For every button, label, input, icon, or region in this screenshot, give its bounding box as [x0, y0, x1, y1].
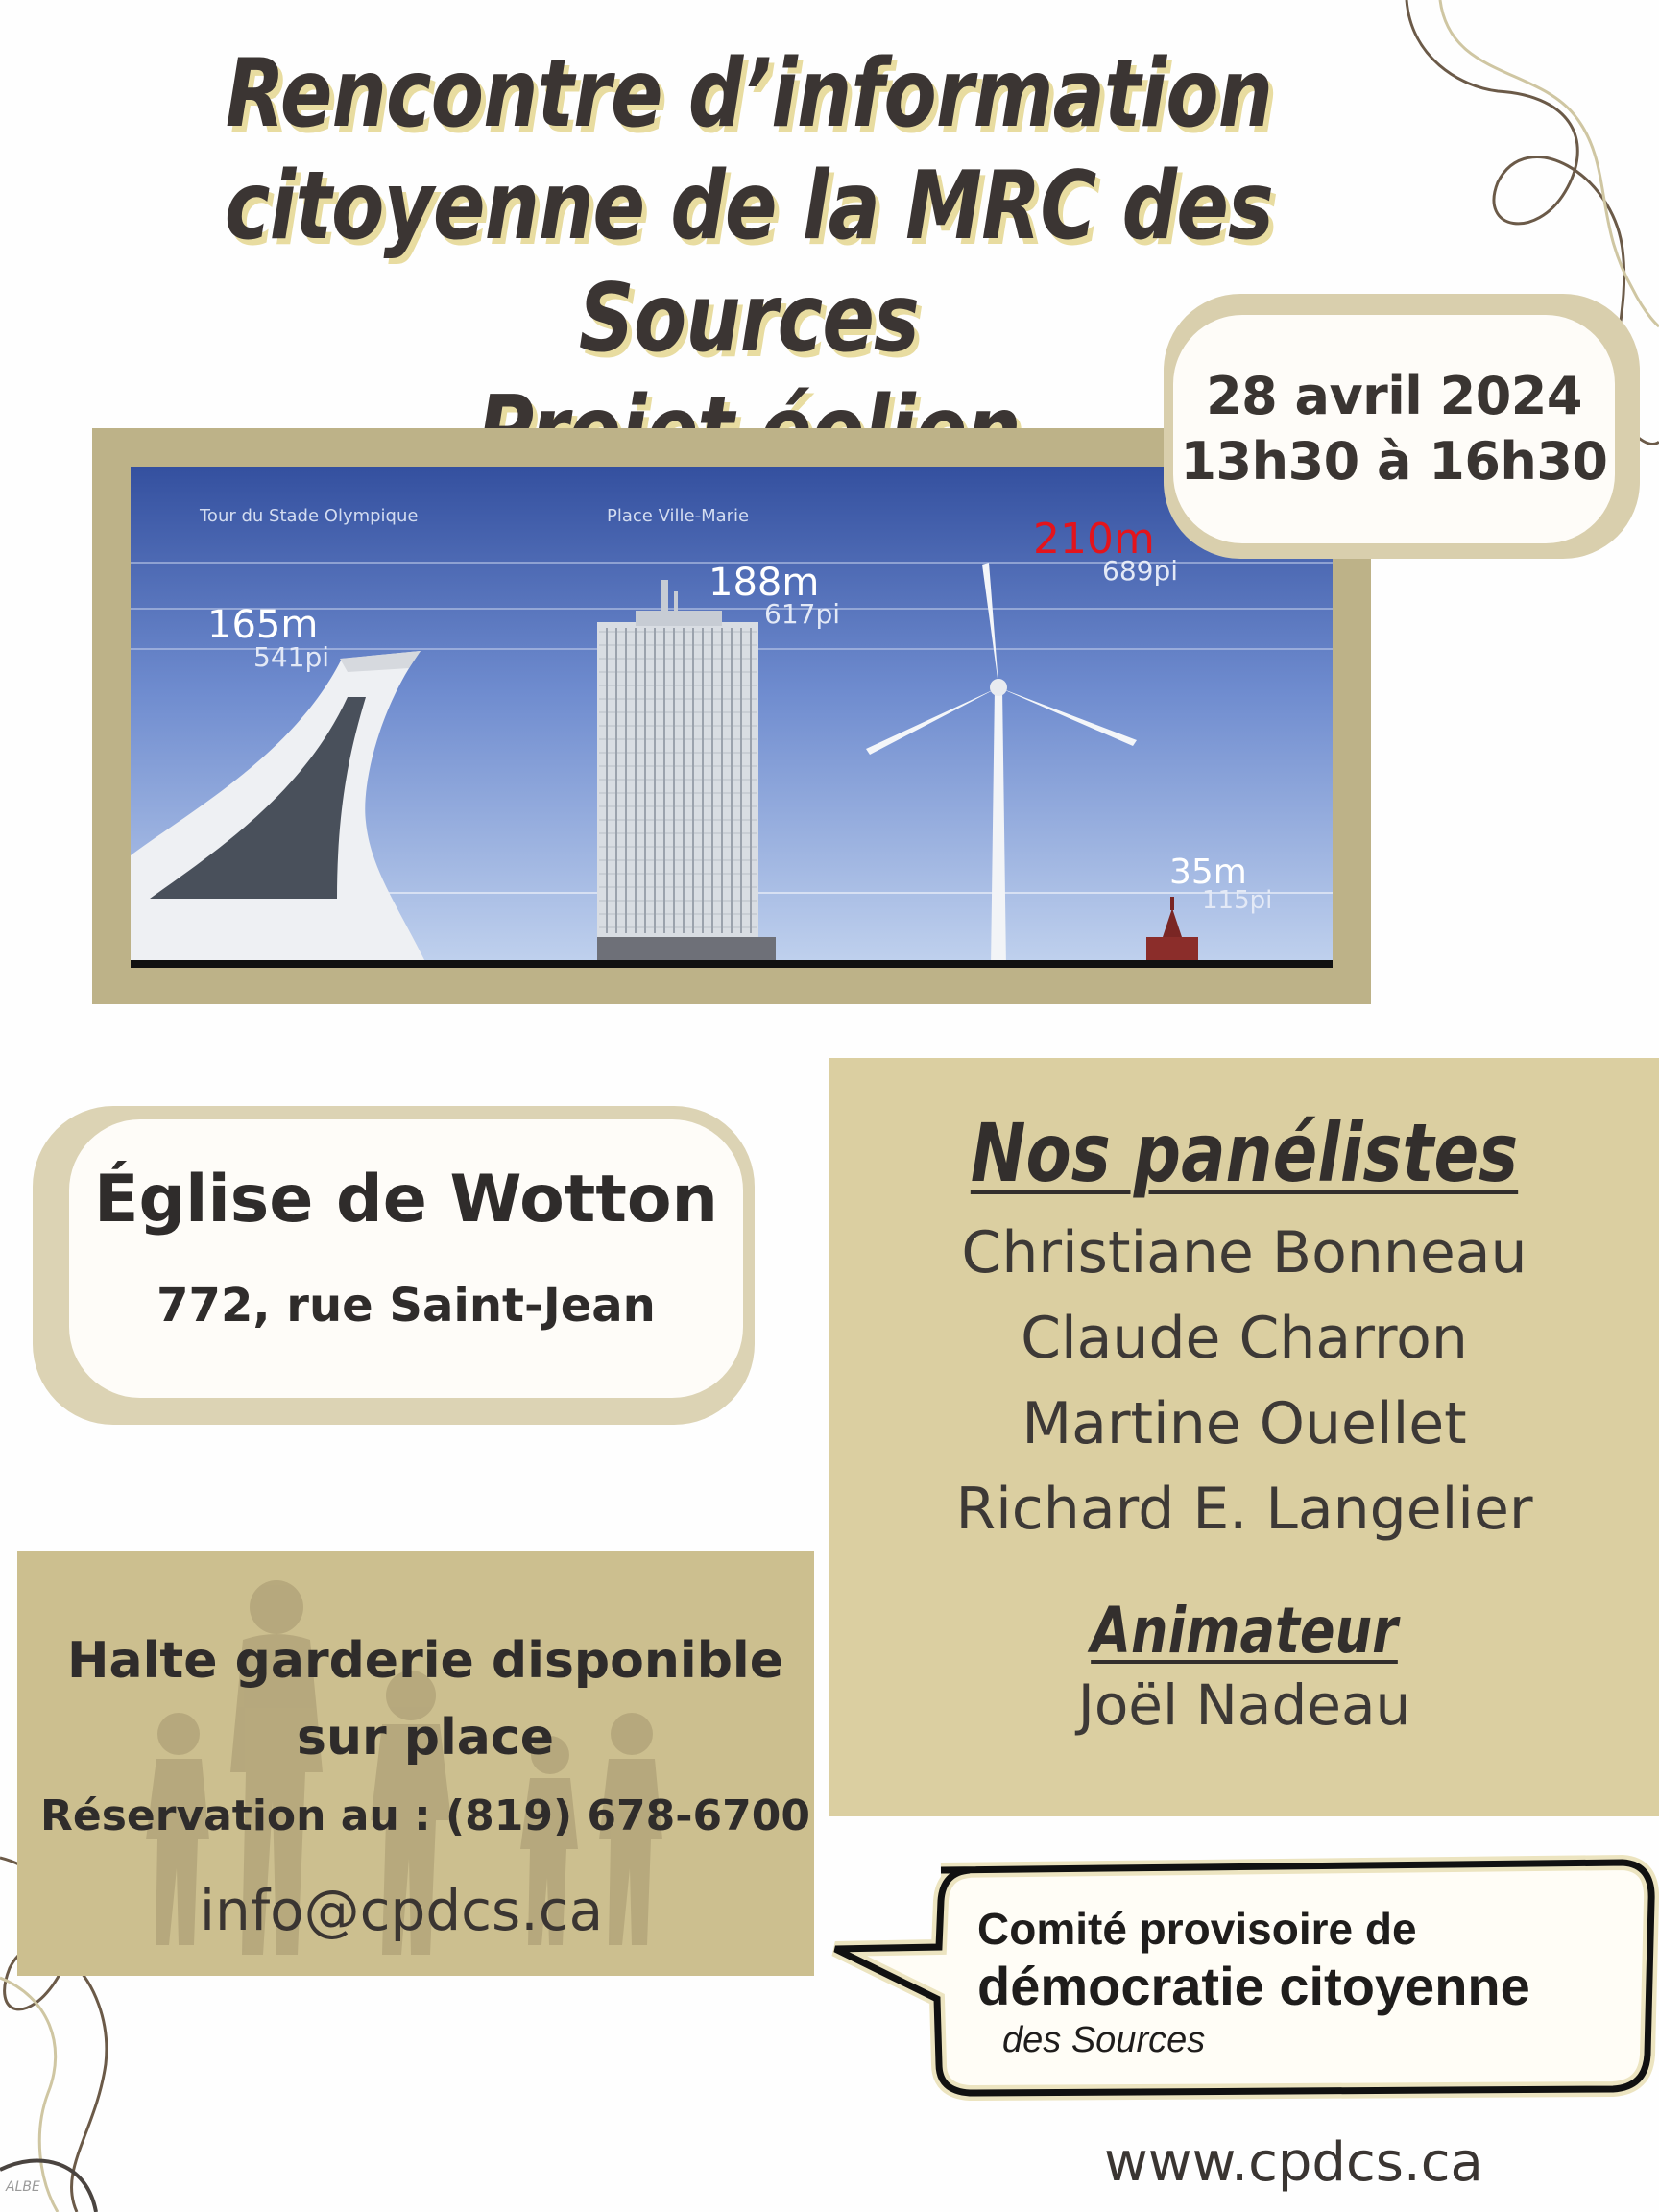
- host-heading: Animateur: [1091, 1594, 1398, 1668]
- ground-line: [131, 960, 1333, 968]
- org-name-line-2: démocratie citoyenne: [977, 1956, 1530, 2016]
- label-689pi: 689pi: [1102, 555, 1178, 587]
- location-address: 772, rue Saint-Jean: [156, 1279, 656, 1333]
- childcare-line-1: Halte garderie disponible: [66, 1632, 784, 1690]
- label-35m: 35m: [1169, 853, 1247, 892]
- panelists-heading: Nos panélistes: [970, 1106, 1519, 1200]
- panelist-3: Martine Ouellet: [1022, 1390, 1467, 1457]
- event-time: 13h30 à 16h30: [1180, 431, 1608, 492]
- panelist-1: Christiane Bonneau: [961, 1219, 1527, 1286]
- childcare-line-2: sur place: [297, 1709, 554, 1767]
- label-188m: 188m: [709, 561, 820, 605]
- panelist-4: Richard E. Langelier: [955, 1476, 1533, 1543]
- event-date: 28 avril 2024: [1206, 366, 1582, 426]
- label-210m: 210m: [1033, 515, 1155, 564]
- panelist-2: Claude Charron: [1021, 1305, 1468, 1372]
- label-115pi: 115pi: [1202, 886, 1273, 915]
- org-name-line-1: Comité provisoire de: [977, 1904, 1417, 1954]
- title-line-2: citoyenne de la MRC des Sources: [224, 152, 1274, 373]
- label-olympic-name: Tour du Stade Olympique: [200, 506, 419, 526]
- label-pvm-name: Place Ville-Marie: [607, 506, 750, 526]
- label-617pi: 617pi: [764, 598, 840, 630]
- page-title: [182, 38, 1316, 488]
- artist-signature: ALBE: [6, 2179, 40, 2195]
- org-name-line-3: des Sources: [1002, 2020, 1206, 2060]
- date-badge: [1173, 315, 1615, 543]
- title-line-1: Rencontre d’information: [225, 39, 1273, 149]
- height-comparison-figure: [131, 467, 1333, 968]
- location-name: Église de Wotton: [94, 1162, 718, 1238]
- label-541pi: 541pi: [253, 641, 329, 673]
- host-name: Joël Nadeau: [1077, 1672, 1411, 1738]
- label-165m: 165m: [207, 603, 319, 647]
- place-ville-marie-icon: [597, 580, 776, 968]
- website-link[interactable]: www.cpdcs.ca: [1104, 2131, 1483, 2194]
- contact-email[interactable]: info@cpdcs.ca: [199, 1878, 604, 1943]
- reservation-phone: Réservation au : (819) 678-6700: [39, 1791, 810, 1840]
